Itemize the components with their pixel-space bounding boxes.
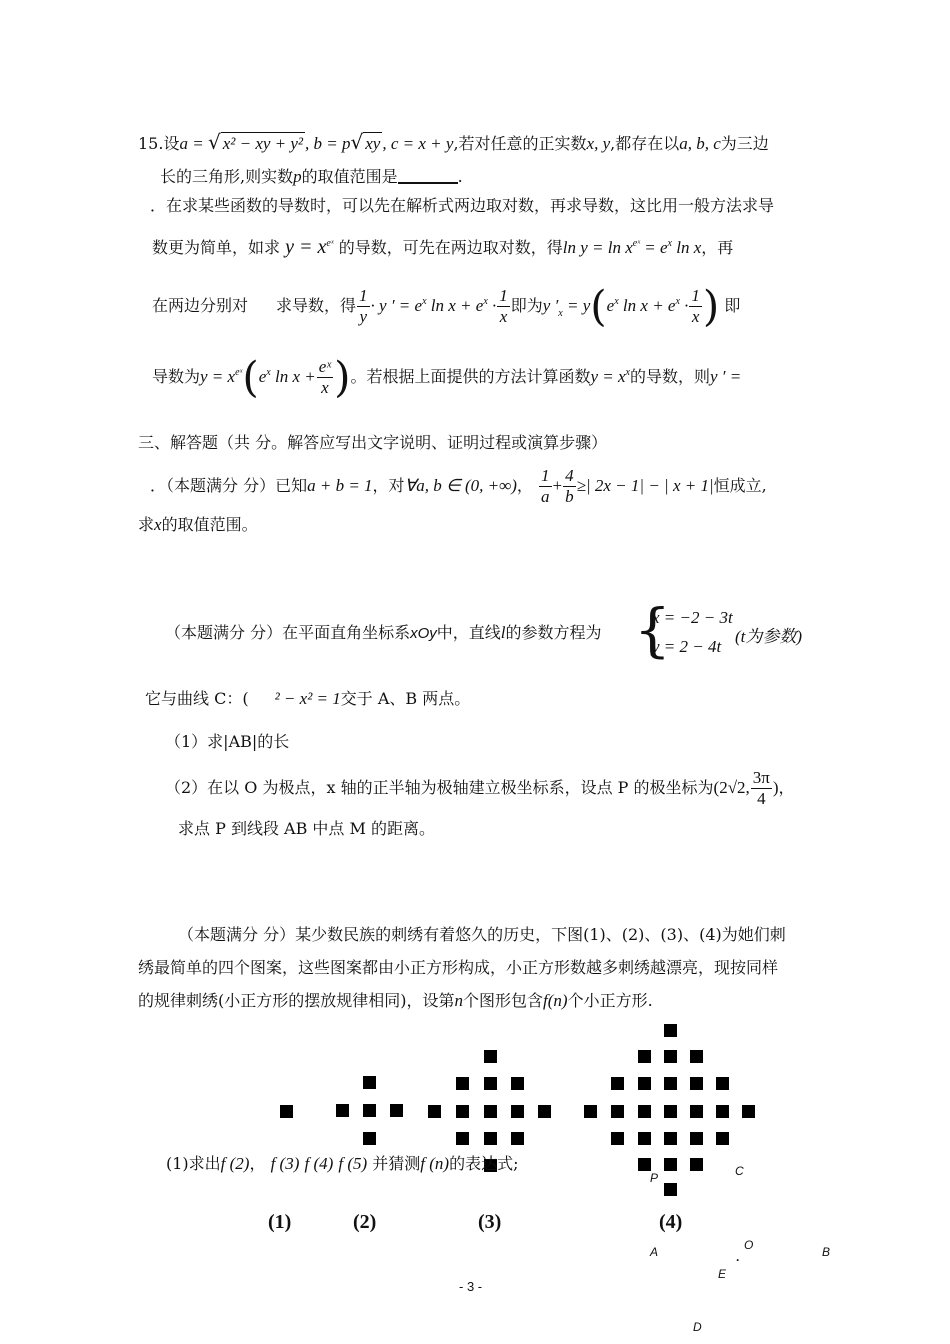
dot-icon: . bbox=[736, 1250, 740, 1264]
square bbox=[511, 1132, 524, 1145]
square bbox=[638, 1158, 651, 1171]
fraction: $\frac{1}{y}$ bbox=[359, 286, 368, 326]
square bbox=[716, 1105, 729, 1118]
square bbox=[611, 1132, 624, 1145]
square bbox=[690, 1105, 703, 1118]
square bbox=[638, 1105, 651, 1118]
square bbox=[664, 1132, 677, 1145]
q15-line2: 长的三角形,则实数p的取值范围是 . bbox=[160, 167, 463, 186]
square bbox=[611, 1105, 624, 1118]
square bbox=[484, 1105, 497, 1118]
fraction: $\frac{\text{eˣ}}{x}$ bbox=[318, 357, 332, 397]
q17-line2: 求x的取值范围。 bbox=[138, 515, 258, 534]
square bbox=[716, 1077, 729, 1090]
square bbox=[664, 1050, 677, 1063]
q16-line1: ．在求某些函数的导数时，可以先在解析式两边取对数，再求导数，这比用一般方法求导 bbox=[150, 196, 775, 215]
fraction: $\frac{1}{a}$ bbox=[541, 466, 550, 506]
square bbox=[390, 1104, 403, 1117]
param-eq-x: x = −2 − 3t bbox=[652, 608, 733, 627]
square bbox=[456, 1132, 469, 1145]
square bbox=[638, 1050, 651, 1063]
square bbox=[638, 1077, 651, 1090]
q19-line2: 绣最简单的四个图案，这些图案都由小正方形构成，小正方形数越多刺绣越漂亮，现按同样 bbox=[138, 958, 779, 977]
square bbox=[456, 1105, 469, 1118]
square bbox=[584, 1105, 597, 1118]
square bbox=[484, 1132, 497, 1145]
figure-label-1: (1) bbox=[268, 1211, 292, 1233]
square bbox=[363, 1132, 376, 1145]
q18-line2: 它与曲线 C：( ² − x² = 1交于 A、B 两点。 bbox=[145, 689, 471, 708]
square bbox=[611, 1077, 624, 1090]
paren-left-icon: ( bbox=[242, 352, 259, 402]
square bbox=[690, 1158, 703, 1171]
q15-line1: 15.设a = √ x² − xy + y² , b = p√ xy , c = x + y,若对任意的正实数x, y,都存在以a, b, c为三边 bbox=[138, 130, 769, 154]
point-label-c: C bbox=[735, 1164, 744, 1178]
fraction: $\frac{3\pi}{4}$ bbox=[752, 768, 770, 808]
square bbox=[484, 1077, 497, 1090]
q18-part3: 求点 P 到线段 AB 中点 M 的距离。 bbox=[178, 819, 435, 838]
point-label-b: B bbox=[822, 1245, 831, 1259]
brace-icon: { bbox=[634, 596, 671, 664]
square bbox=[511, 1077, 524, 1090]
question-number: 15. bbox=[138, 134, 164, 153]
q16-line2: 数更为简单，如求 $y = x^{eˣ}$ 的导数，可先在两边取对数，得$\ln y = \ln x^{eˣ} = e^x$ ln x，再 bbox=[152, 236, 734, 258]
point-label-o: O bbox=[744, 1238, 754, 1252]
q17-line1: ．（本题满分 分）已知a + b = 1，对∀a, b ∈ (0, +∞)， $\frac{1}{a}$ + $\frac{4}{b}$ ≥| 2x − 1| − | x + 1|恒成立, bbox=[150, 466, 767, 506]
q19-line3: 的规律刺绣(小正方形的摆放规律相同)，设第n个图形包含f(n)个小正方形. bbox=[138, 991, 653, 1010]
square bbox=[664, 1183, 677, 1196]
q19-line1: （本题满分 分）某少数民族的刺绣有着悠久的历史，下图(1)、(2)、(3)、(4)为她们刺 bbox=[178, 925, 786, 944]
square bbox=[664, 1024, 677, 1037]
point-label-p: P bbox=[650, 1171, 659, 1185]
point-label-a: A bbox=[650, 1245, 659, 1259]
square bbox=[538, 1105, 551, 1118]
paren-right-icon: ) bbox=[334, 352, 351, 402]
page-number: - 3 - bbox=[459, 1279, 483, 1294]
point-label-d: D bbox=[693, 1320, 702, 1334]
section-heading: 三、解答题（共 分。解答应写出文字说明、证明过程或演算步骤） bbox=[138, 433, 608, 452]
square bbox=[638, 1132, 651, 1145]
square bbox=[511, 1105, 524, 1118]
square bbox=[664, 1158, 677, 1171]
q16-line4: 导数为$y = x^{eˣ}(e^x$ ln x + $\frac{\text{eˣ}}{x}$ )。若根据上面提供的方法计算函数$y = x^x$的导数，则y ′ = bbox=[152, 352, 742, 402]
square bbox=[280, 1105, 293, 1118]
fraction: $\frac{1}{x}$ bbox=[499, 286, 508, 326]
square bbox=[484, 1050, 497, 1063]
answer-blank[interactable] bbox=[398, 168, 458, 184]
param-eq-y: y = 2 − 4t bbox=[652, 637, 722, 656]
q16-line3: 在两边分别对 求导数，得 $\frac{1}{y}$ · y ′ = $e^x$ $\ln x + e^x$ · $\frac{1}{x}$ 即为y $'_x = y(e^x$ $\ln x + e^x$ · $\frac{1}{x}$ ) 即 bbox=[152, 281, 741, 331]
figure-label-4: (4) bbox=[659, 1211, 683, 1233]
sqrt-icon: √ bbox=[207, 130, 221, 154]
square bbox=[363, 1104, 376, 1117]
sqrt-icon: √ bbox=[350, 130, 364, 154]
q18-part2: （2）在以 O 为极点，x 轴的正半轴为极轴建立极坐标系，设点 P 的极坐标为(2√2, $\frac{3\pi}{4}$ )， bbox=[165, 768, 795, 808]
square bbox=[664, 1105, 677, 1118]
q18-line1: （本题满分 分）在平面直角坐标系xOy中，直线l的参数方程为 bbox=[165, 623, 602, 642]
paren-right-icon: ) bbox=[702, 281, 720, 331]
square bbox=[690, 1077, 703, 1090]
param-note: (t为参数) bbox=[735, 627, 803, 646]
square bbox=[428, 1105, 441, 1118]
figure-label-2: (2) bbox=[353, 1211, 377, 1233]
point-label-e: E bbox=[718, 1267, 727, 1281]
figure-label-3: (3) bbox=[478, 1211, 502, 1233]
fraction: $\frac{4}{b}$ bbox=[565, 466, 574, 506]
square bbox=[716, 1132, 729, 1145]
fraction: $\frac{1}{x}$ bbox=[691, 286, 700, 326]
q19-ask: (1)求出f (2)， f (3) f (4) f (5) 并猜测f (n)的表达式; bbox=[166, 1154, 519, 1173]
square bbox=[363, 1076, 376, 1089]
square bbox=[664, 1077, 677, 1090]
paren-left-icon: ( bbox=[590, 281, 607, 331]
square bbox=[336, 1104, 349, 1117]
square bbox=[742, 1105, 755, 1118]
square bbox=[690, 1132, 703, 1145]
square bbox=[456, 1077, 469, 1090]
q18-part1: （1）求|AB|的长 bbox=[165, 732, 290, 751]
square bbox=[690, 1050, 703, 1063]
